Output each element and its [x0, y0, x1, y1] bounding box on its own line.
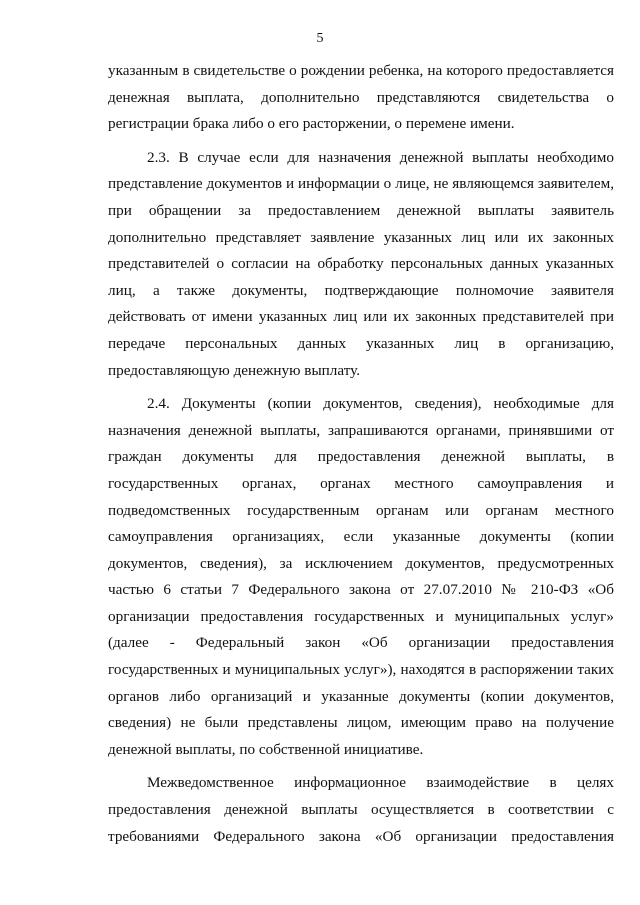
paragraph-interagency: Межведомственное информационное взаимодействие в целях предоставления денежной выплаты осуществляется в соответствии с требованиями Федерального закона «Об организации предоставления [108, 774, 614, 845]
paragraph-2-4: 2.4. Документы (копии документов, сведения), необходимые для назначения денежной выплаты, запрашиваются органами, принявшими от граждан документы для предоставления денежной выплаты, в государственных органах, органах местного самоуправления и подведомственных государственным органам или органам местного самоуправления организациях, если указанные документы (копии документов, сведения), за исключением документов, предусмотренных частью 6 статьи 7 Федерального закона от 27.07.2010 № 210-ФЗ «Об организации предоставления государственных и муниципальных услуг» (далее - Федеральный закон «Об организации предоставления государственных и муниципальных услуг»), находятся в распоряжении таких органов либо организаций и указанные документы (копии документов, сведения) не были представлены лицом, имеющим право на получение денежной выплаты, по собственной инициативе. [108, 395, 614, 758]
page-number: 5 [316, 31, 324, 46]
paragraph-continuation: указанным в свидетельстве о рождении ребенка, на которого предоставляется денежная выплата, дополнительно представляются свидетельства о регистрации брака либо о его расторжении, о перемене имени. [108, 62, 614, 133]
document-body [108, 58, 614, 850]
paragraph-2-3: 2.3. В случае если для назначения денежной выплаты необходимо представление документов и информации о лице, не являющемся заявителем, при обращении за предоставлением денежной выплаты заявитель дополнительно представляет заявление указанных лиц или их законных представителей о согласии на обработку персональных данных указанных лиц, а также документы, подтверждающие полномочие заявителя действовать от имени указанных лиц или их законных представителей при передаче персональных данных указанных лиц в организацию, предоставляющую денежную выплату. [108, 148, 614, 379]
